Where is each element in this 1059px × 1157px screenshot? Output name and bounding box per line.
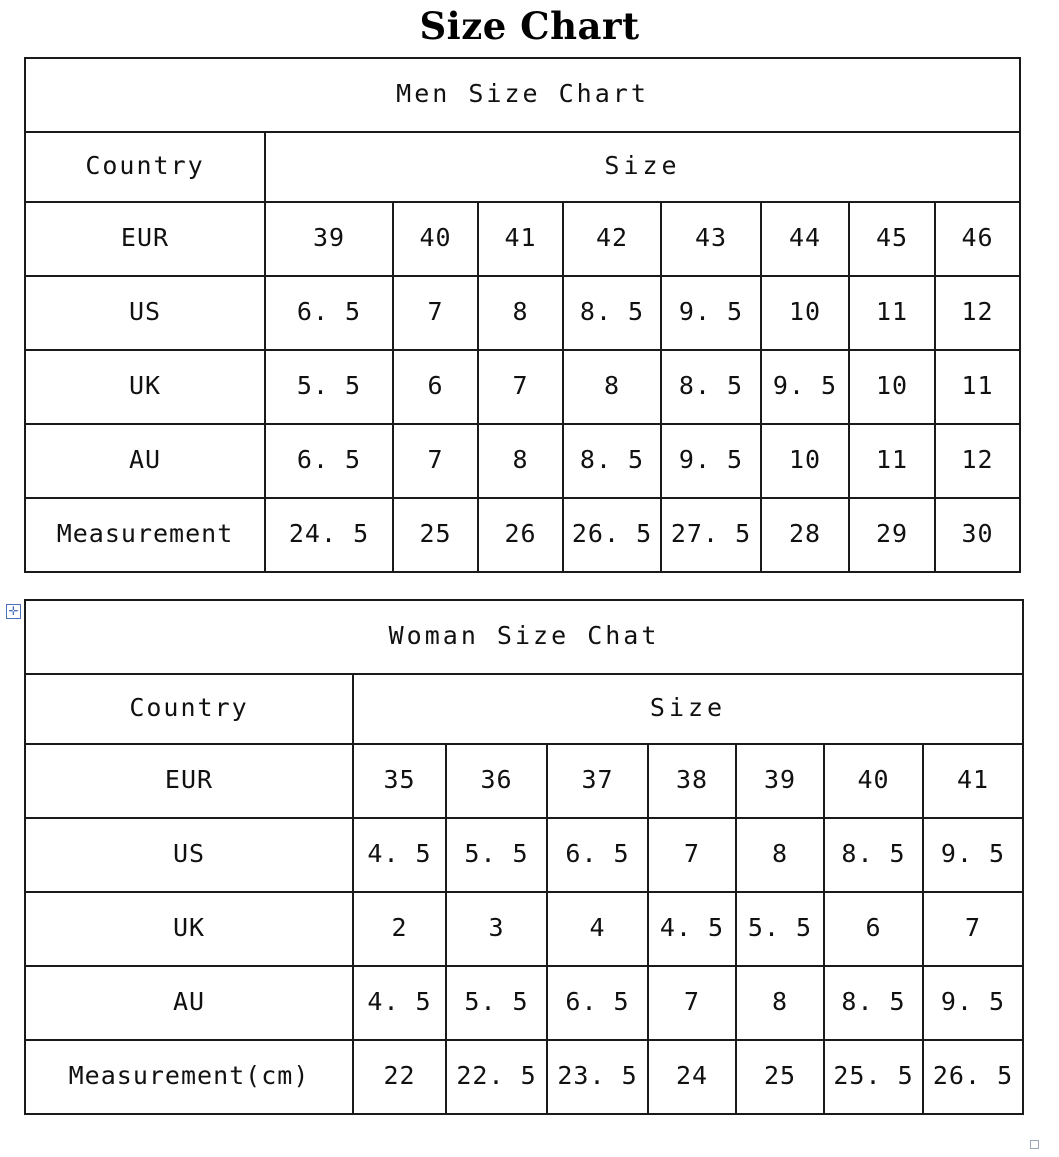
table-row	[25, 276, 1020, 350]
woman-cell-eur-6: 41	[923, 744, 1023, 818]
woman-cell-measurement-1: 22. 5	[446, 1040, 547, 1114]
woman-size-chart-table	[24, 599, 1024, 1115]
table-spacer	[0, 573, 1059, 599]
men-cell-measurement-7: 30	[935, 498, 1020, 572]
men-cell-measurement-1: 25	[393, 498, 478, 572]
men-cell-au-4: 9. 5	[661, 424, 761, 498]
men-cell-au-0: 6. 5	[265, 424, 393, 498]
table-row	[25, 674, 1023, 744]
men-cell-us-7: 12	[935, 276, 1020, 350]
men-row-label-us: US	[25, 276, 265, 350]
page-title: Size Chart	[419, 4, 640, 48]
men-cell-uk-2: 7	[478, 350, 563, 424]
men-cell-au-2: 8	[478, 424, 563, 498]
woman-cell-eur-3: 38	[648, 744, 736, 818]
men-cell-measurement-6: 29	[849, 498, 935, 572]
woman-country-header: Country	[25, 674, 353, 744]
woman-cell-us-5: 8. 5	[824, 818, 923, 892]
woman-cell-measurement-5: 25. 5	[824, 1040, 923, 1114]
men-cell-eur-2: 41	[478, 202, 563, 276]
men-cell-au-3: 8. 5	[563, 424, 661, 498]
woman-row-label-uk: UK	[25, 892, 353, 966]
men-cell-eur-3: 42	[563, 202, 661, 276]
men-cell-eur-0: 39	[265, 202, 393, 276]
woman-cell-au-4: 8	[736, 966, 824, 1040]
men-cell-measurement-0: 24. 5	[265, 498, 393, 572]
table-row	[25, 132, 1020, 202]
men-cell-uk-1: 6	[393, 350, 478, 424]
men-cell-uk-3: 8	[563, 350, 661, 424]
men-cell-eur-4: 43	[661, 202, 761, 276]
men-cell-eur-5: 44	[761, 202, 849, 276]
men-table-header: Men Size Chart	[25, 58, 1020, 132]
woman-cell-us-6: 9. 5	[923, 818, 1023, 892]
woman-cell-uk-0: 2	[353, 892, 446, 966]
woman-cell-us-4: 8	[736, 818, 824, 892]
men-cell-us-5: 10	[761, 276, 849, 350]
woman-cell-eur-0: 35	[353, 744, 446, 818]
woman-cell-us-2: 6. 5	[547, 818, 648, 892]
table-row	[25, 1040, 1023, 1114]
table-row	[25, 892, 1023, 966]
table-row	[25, 424, 1020, 498]
woman-cell-us-3: 7	[648, 818, 736, 892]
woman-row-label-measurement: Measurement(cm)	[25, 1040, 353, 1114]
woman-cell-measurement-3: 24	[648, 1040, 736, 1114]
woman-cell-measurement-6: 26. 5	[923, 1040, 1023, 1114]
woman-cell-eur-2: 37	[547, 744, 648, 818]
woman-cell-au-1: 5. 5	[446, 966, 547, 1040]
table-row	[25, 818, 1023, 892]
woman-cell-eur-5: 40	[824, 744, 923, 818]
men-cell-measurement-4: 27. 5	[661, 498, 761, 572]
woman-cell-measurement-4: 25	[736, 1040, 824, 1114]
woman-row-label-us: US	[25, 818, 353, 892]
men-cell-measurement-2: 26	[478, 498, 563, 572]
men-cell-us-3: 8. 5	[563, 276, 661, 350]
woman-cell-us-1: 5. 5	[446, 818, 547, 892]
men-cell-uk-5: 9. 5	[761, 350, 849, 424]
table-move-handle-icon[interactable]: ✛	[6, 604, 21, 619]
woman-cell-eur-1: 36	[446, 744, 547, 818]
woman-cell-uk-3: 4. 5	[648, 892, 736, 966]
men-size-header: Size	[265, 132, 1020, 202]
men-cell-uk-4: 8. 5	[661, 350, 761, 424]
men-row-label-eur: EUR	[25, 202, 265, 276]
men-country-header: Country	[25, 132, 265, 202]
woman-row-label-eur: EUR	[25, 744, 353, 818]
woman-size-header: Size	[353, 674, 1023, 744]
woman-cell-au-5: 8. 5	[824, 966, 923, 1040]
men-cell-eur-7: 46	[935, 202, 1020, 276]
table-row	[25, 350, 1020, 424]
woman-cell-au-2: 6. 5	[547, 966, 648, 1040]
men-cell-eur-6: 45	[849, 202, 935, 276]
men-cell-us-1: 7	[393, 276, 478, 350]
woman-cell-uk-1: 3	[446, 892, 547, 966]
table-resize-handle-icon[interactable]	[1030, 1140, 1039, 1149]
men-cell-au-5: 10	[761, 424, 849, 498]
men-row-label-uk: UK	[25, 350, 265, 424]
woman-cell-uk-2: 4	[547, 892, 648, 966]
table-row	[25, 498, 1020, 572]
men-cell-measurement-5: 28	[761, 498, 849, 572]
woman-cell-eur-4: 39	[736, 744, 824, 818]
woman-table-header: Woman Size Chat	[25, 600, 1023, 674]
men-cell-au-1: 7	[393, 424, 478, 498]
men-row-label-au: AU	[25, 424, 265, 498]
men-cell-us-0: 6. 5	[265, 276, 393, 350]
men-cell-uk-6: 10	[849, 350, 935, 424]
woman-cell-au-0: 4. 5	[353, 966, 446, 1040]
men-cell-uk-0: 5. 5	[265, 350, 393, 424]
woman-cell-us-0: 4. 5	[353, 818, 446, 892]
woman-cell-au-3: 7	[648, 966, 736, 1040]
woman-cell-uk-4: 5. 5	[736, 892, 824, 966]
woman-cell-uk-6: 7	[923, 892, 1023, 966]
table-row	[25, 600, 1023, 674]
men-cell-au-6: 11	[849, 424, 935, 498]
woman-cell-uk-5: 6	[824, 892, 923, 966]
woman-cell-measurement-2: 23. 5	[547, 1040, 648, 1114]
men-cell-au-7: 12	[935, 424, 1020, 498]
woman-cell-au-6: 9. 5	[923, 966, 1023, 1040]
men-cell-us-2: 8	[478, 276, 563, 350]
men-cell-measurement-3: 26. 5	[563, 498, 661, 572]
table-row	[25, 58, 1020, 132]
men-cell-uk-7: 11	[935, 350, 1020, 424]
woman-row-label-au: AU	[25, 966, 353, 1040]
men-cell-us-6: 11	[849, 276, 935, 350]
table-row	[25, 744, 1023, 818]
table-row	[25, 966, 1023, 1040]
men-cell-us-4: 9. 5	[661, 276, 761, 350]
woman-cell-measurement-0: 22	[353, 1040, 446, 1114]
men-size-chart-table	[24, 57, 1021, 573]
men-row-label-measurement: Measurement	[25, 498, 265, 572]
table-row	[25, 202, 1020, 276]
men-cell-eur-1: 40	[393, 202, 478, 276]
